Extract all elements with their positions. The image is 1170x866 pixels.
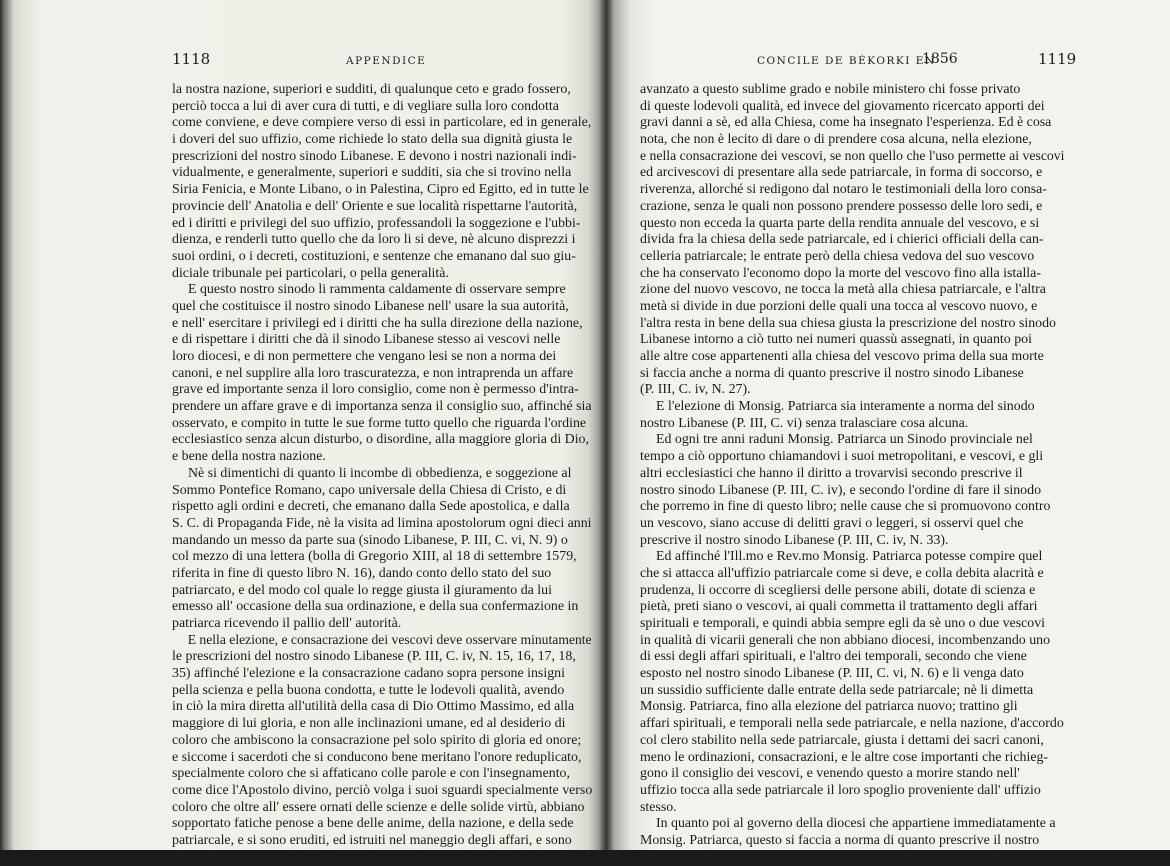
text-line: suoi ordini, o i decreti, costituzioni, e sentenze che emanano dal suo giu-: [172, 248, 576, 264]
text-line: grave ed importante senza il loro consiglio, come non è permesso d'intra-: [172, 382, 579, 398]
text-line: provincie dell' Anatolia e dell' Oriente e sue località rispettarne l'autorità,: [172, 198, 578, 214]
text-line: ed i diritti e privilegi del suo uffizio, professandoli la soggezione e l'ubbi-: [172, 215, 581, 231]
text-line: altri ecclesiastici che hanno il diritto a trovarvisi secondo prescrive il: [640, 465, 1023, 481]
text-line: come dice l'Apostolo divino, perciò volga i suoi sguardi specialmente verso: [172, 782, 593, 798]
text-line: perciò tocca a lui di aver cura di tutti, e di vegliare sulla loro condotta: [172, 98, 559, 114]
text-line: S. C. di Propaganda Fide, nè la visita ad limina apostolorum ogni dieci anni: [172, 515, 592, 531]
text-line: Ed ogni tre anni raduni Monsig. Patriarca un Sinodo provinciale nel: [656, 432, 1033, 448]
text-line: l'altra resta in bene della sua chiesa giusta la prescrizione del nostro sinodo: [640, 315, 1056, 331]
text-line: prescrive il nostro sinodo Libanese (P. III, C. iv, N. 33).: [640, 532, 949, 548]
text-line: spirituali e temporali, e quindi abbia sempre egli da sè uno o due vescovi: [640, 616, 1046, 631]
text-line: ed arcivescovi di presentare alla sede patriarcale, in forma di soccorso, e: [640, 165, 1043, 181]
left-page-body: [172, 82, 592, 866]
text-line: celleria patriarcale; le entrate però della chiesa vedova del suo vescovo: [640, 248, 1035, 264]
text-line: specialmente coloro che si affaticano colle parole e con l'insegnamento,: [172, 766, 570, 782]
text-line: 35) affinché l'elezione e la consacrazione cadano sopra persone insigni: [172, 666, 565, 682]
text-line: coloro che oltre all' essere ornati delle scienze e delle solide virtù, abbiano: [172, 799, 585, 815]
text-line: pella scienza e pella buona condotta, e tutte le lodevoli qualità, avendo: [172, 682, 565, 698]
text-line: gravi danni a sè, ed alla Chiesa, come ha insegnato l'esperienza. Ed è cosa: [640, 115, 1052, 131]
text-line: In quanto poi al governo della diocesi che appartiene immediatamente a: [656, 816, 1056, 832]
text-line: diciale tribunale pei particolari, o pella generalità.: [172, 265, 449, 281]
text-line: divida fra la chiesa della sede patriarcale, ed i chierici officiali della can-: [640, 232, 1044, 248]
text-line: divenuti capaci a servire come si deve la Chiesa di Dio, onde non venga: [172, 849, 572, 865]
text-line: rispetto agli ordini e decreti, che emanano dalla Sede apostolica, e dalla: [172, 499, 570, 515]
text-line: che ha conservato l'economo dopo la morte del vescovo fino alla istalla-: [640, 265, 1041, 281]
running-title-left: APPENDICE: [346, 55, 427, 67]
text-line: ecclesiastico senza alcun disturbo, o disordine, alla maggiore gloria di Dio,: [172, 432, 589, 448]
text-line: le prescrizioni del nostro sinodo Libanese (P. III, C. iv, N. 15, 16, 17, 18,: [172, 649, 576, 665]
text-line: affari spirituali, e temporali nella sede patriarcale, e nella nazione, d'accordo: [640, 716, 1064, 732]
text-line: riverenza, allorché si redigono dal notaro le testimoniali della loro consa-: [640, 182, 1047, 198]
text-line: nostro sinodo Libanese (P. III, C. iv), e secondo l'ordine di fare il sinodo: [640, 482, 1042, 498]
text-line: (P. III, C. iv, N. 27).: [640, 382, 751, 398]
text-line: patriarcale, e si sono eruditi, ed istruiti nel maneggio degli affari, e sono: [172, 832, 572, 848]
text-line: che porremo in fine di questo libro; nelle cause che si promuovono contro: [640, 499, 1051, 515]
text-line: di essi degli affari spirituali, e l'altro dei temporali, secondo che viene: [640, 649, 1027, 665]
text-line: osservato, e compito in tutte le sue forme tutto quello che riguarda l'ordine: [172, 415, 587, 431]
text-line: Monsig. Patriarca, fino alla elezione del patriarca nuovo; trattino gli: [640, 699, 1018, 715]
text-line: meno le ordinazioni, consacrazioni, e le altre cose importanti che richieg-: [640, 749, 1049, 765]
text-line: avanzato a questo sublime grado e nobile ministero chi fosse privato: [640, 82, 1021, 97]
book-gutter: [598, 0, 614, 850]
text-line: e nell' esercitare i privilegi ed i diritti che ha sulla direzione della nazione,: [172, 315, 583, 331]
right-page: [606, 0, 1170, 865]
text-line: Monsig. Patriarca, questo si faccia a norma di quanto prescrive il nostro: [640, 832, 1040, 848]
text-line: canoni, e nel supplire alla loro trascuratezza, e non intraprenda un affare: [172, 365, 574, 381]
text-line: in ciò la mira diretta all'utilità della casa di Dio Ottimo Massimo, ed alla: [172, 699, 575, 715]
text-line: coloro che ambiscono la consacrazione pel solo spirito di gloria ed onore;: [172, 732, 582, 748]
text-line: E nella elezione, e consacrazione dei vescovi deve osservare minutamente: [187, 632, 592, 648]
text-line: E l'elezione di Monsig. Patriarca sia interamente a norma del sinodo: [656, 399, 1035, 415]
text-line: patriarcato, e del modo col quale lo regge giusta il giuramento da lui: [172, 582, 552, 598]
text-line: sopportato fatiche penose a bene delle anime, della nazione, e della sede: [172, 816, 574, 832]
text-line: prudenza, li occorre di scegliersi delle persone abili, dotate di scienza e: [640, 582, 1036, 598]
text-line: Libanese intorno a ciò tutto nei numeri quassù assegnati, in quanto poi: [640, 332, 1032, 348]
text-line: in qualità di vicarii generali che non abbiano diocesi, incombenzando uno: [640, 632, 1051, 648]
text-line: prendere un affare grave e di importanza senza il consiglio suo, affinché sia: [172, 399, 592, 415]
text-line: Nè si dimentichi di quanto li incombe di obbedienza, e soggezione al: [188, 465, 572, 481]
text-line: Siria Fenicia, e Monte Libano, o in Palestina, Cipro ed Egitto, ed in tutte le: [172, 182, 589, 198]
text-line: vidualmente, e generalmente, superiori e sudditi, sia che si trovino nella: [172, 165, 572, 181]
text-line: col clero stabilito nella sede patriarcale, giusta i dettami dei sacri canoni,: [640, 732, 1044, 748]
page-number-left: 1118: [172, 50, 211, 68]
text-line: zione del nuovo vescovo, ne tocca la metà alla chiesa patriarcale, e l'altra: [640, 282, 1046, 298]
text-line: Ed affinché l'Ill.mo e Rev.mo Monsig. Patriarca potesse compire quel: [656, 549, 1043, 565]
running-title-right: CONCILE DE BÉKORKI EN: [757, 55, 936, 67]
text-line: maggiore di lui gloria, e non alle inclinazioni umane, ed al desiderio di: [172, 716, 566, 732]
text-line: nostro Libanese (P. III, C. vi) senza tralasciare cosa alcuna.: [640, 415, 969, 431]
text-line: un sussidio sufficiente dalle entrate della sede patriarcale; nè li dimetta: [640, 682, 1034, 698]
text-line: loro diocesi, e di non permettere che vengano lesi se non a norma dei: [172, 349, 557, 364]
text-line: crazione, senza le quali non possono prendere possesso delle loro sedi, e: [640, 198, 1043, 214]
text-line: tempo a ciò opportuno chiamandovi i suoi metropolitani, e vescovi, e gli: [640, 449, 1044, 465]
text-line: prescrizioni del nostro sinodo Libanese. E devono i nostri nazionali indi-: [172, 148, 577, 164]
text-line: riferita in fine di questo libro N. 16), dando conto dello stato del suo: [172, 565, 552, 581]
text-line: mandando un messo da parte sua (sinodo Libanese, P. III, C. vi, N. 9) o: [172, 532, 568, 548]
text-line: metà si divide in due porzioni delle quali una tocca al vescovo nuovo, e: [640, 298, 1038, 314]
running-title-year: 1856: [922, 51, 958, 67]
text-line: e nella consacrazione dei vescovi, se non quello che l'uso permette ai vescovi: [640, 148, 1065, 164]
text-line: che si attacca all'uffizio patriarcale come si deve, e colla debita alacrità e: [640, 565, 1044, 581]
text-line: emesso all' occasione della sua ordinazione, e della sua confermazione in: [172, 599, 579, 615]
text-line: come conviene, e deve compiere verso di essi in particolare, ed in generale,: [172, 115, 592, 131]
text-line: e bene della nostra nazione.: [172, 449, 326, 465]
text-line: dienza, e renderli tutto quello che da loro li si deve, nè alcuno disprezzi i: [172, 232, 576, 248]
text-line: patriarca ricevendo il pallio dell' autorità.: [172, 616, 402, 631]
text-line: quel che costituisce il nostro sinodo Libanese nell' usare la sua autorità,: [172, 298, 569, 314]
text-line: di queste lodevoli qualità, ed invece del giovamento ricercato apporti dei: [640, 98, 1045, 114]
text-line: Sommo Pontefice Romano, capo universale della Chiesa di Cristo, e di: [172, 482, 567, 498]
text-line: gono il consiglio dei vescovi, e venendo questo a morire stando nell': [640, 766, 1020, 782]
page-number-right: 1119: [1038, 50, 1077, 68]
text-line: questo non ecceda la quarta parte della rendita annuale del vescovo, e si: [640, 215, 1040, 231]
text-line: la nostra nazione, superiori e sudditi, di qualunque ceto e grado fossero,: [172, 82, 571, 97]
text-line: stesso.: [640, 799, 677, 815]
text-line: e di rispettare i diritti che dà il sinodo Libanese stesso ai vescovi nelle: [172, 332, 561, 348]
text-line: col mezzo di una lettera (bolla di Gregorio XIII, al 18 di settembre 1579,: [172, 549, 577, 565]
right-page-body: [640, 82, 1064, 866]
text-line: pietà, preti siano o vescovi, ai quali commetta il trattamento degli affari: [640, 599, 1038, 615]
text-line: sinodo Libanese (P. III, C. iv) del modo in cui i metropolitani ed i vescovi: [640, 849, 1051, 865]
text-line: un vescovo, siano accuse di delitti gravi o leggeri, si osservi quel che: [640, 515, 1024, 531]
text-line: e siccome i sacerdoti che si conducono bene meritano l'onore reduplicato,: [172, 749, 582, 765]
text-line: si faccia anche a norma di quanto prescrive il nostro sinodo Libanese: [640, 365, 1024, 381]
text-line: i doveri del suo uffizio, come richiede lo stato della sua dignità giusta le: [172, 132, 573, 148]
text-line: uffizio tocca alla sede patriarcale il loro spoglio proveniente dall' uffizio: [640, 782, 1041, 798]
text-line: esposto nel nostro sinodo Libanese (P. III, C. vi, N. 6) e li venga dato: [640, 666, 1024, 682]
text-line: E questo nostro sinodo li rammenta caldamente di osservare sempre: [188, 282, 566, 298]
text-line: nota, che non è lecito di dare o di prendere cosa alcuna, nella elezione,: [640, 132, 1032, 148]
text-line: alle altre cose appartenenti alla chiesa del vescovo prima della sua morte: [640, 349, 1044, 364]
